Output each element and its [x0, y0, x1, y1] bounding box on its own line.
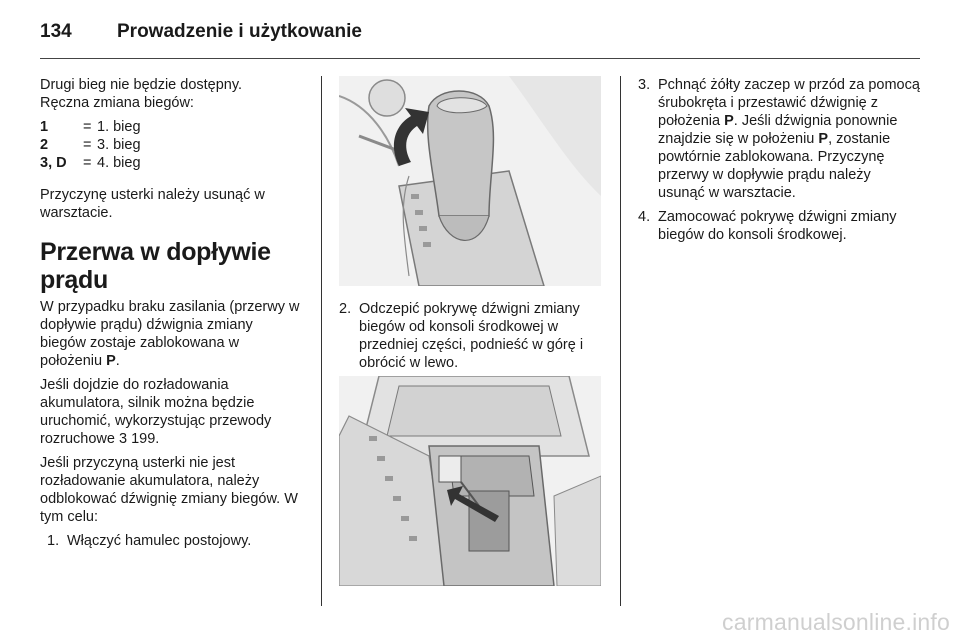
column-left: [40, 76, 302, 550]
step-number: 3.: [638, 77, 651, 93]
gear-lever-cover-illustration: [339, 76, 601, 286]
gear-row: [40, 154, 302, 172]
list-item-step-1: [40, 532, 302, 550]
gear-key: 3, D: [40, 155, 67, 171]
paragraph-text: W przypadku braku zasilania (przerwy w dopływie prądu) dźwignia zmiany biegów zostaje zablokowana w położeniu: [40, 299, 300, 369]
illustration-release-latch: [339, 376, 601, 586]
position-p-label: P: [106, 353, 116, 369]
shift-gate-illustration: [339, 376, 601, 586]
text-fault-repair: Przyczynę usterki należy usunąć w warsztacie.: [40, 187, 265, 221]
paragraph-text: .: [115, 353, 120, 369]
position-p-label: P: [818, 131, 829, 147]
position-p-label: P: [724, 113, 734, 129]
page-reference-arrow-icon: 3: [118, 431, 128, 447]
text-manual-shift: Ręczna zmiana biegów:: [40, 95, 194, 111]
page-reference[interactable]: 199.: [127, 431, 160, 447]
paragraph-text: Jeśli dojdzie do rozładowania akumulatora, silnik można będzie uruchomić, wykorzystując przewody rozruchowe: [40, 377, 272, 447]
gear-equals: =: [83, 119, 92, 135]
chapter-title: Prowadzenie i użytkowanie: [117, 21, 362, 42]
paragraph-unlock: Jeśli przyczyną usterki nie jest rozładowanie akumulatora, należy odblokować dźwignię zmiany biegów. W tym celu:: [40, 455, 298, 525]
gear-value: 4. bieg: [97, 155, 141, 171]
paragraph-battery: [40, 376, 302, 448]
gear-table: [40, 118, 302, 172]
step-text: [658, 76, 920, 202]
step-text-part: Pchnąć żółty zaczep w przód za pomocą śrubokręta i przestawić dźwignię z położenia: [658, 77, 920, 129]
step-number: 4.: [638, 209, 651, 225]
gear-key: 2: [40, 137, 49, 153]
step-text: Włączyć hamulec postojowy.: [67, 533, 252, 549]
gear-value: 3. bieg: [97, 137, 141, 153]
header-divider: [40, 58, 920, 59]
step-text-part: , zostanie powtórnie zablokowana. Przyczynę przerwy w dopływie prądu należy usunąć w warsztacie.: [658, 131, 891, 201]
page-number: 134: [40, 21, 72, 42]
paragraph-power-loss: [40, 298, 302, 370]
column-middle-text: [339, 300, 609, 372]
step-text: Zamocować pokrywę dźwigni zmiany biegów do konsoli środkowej.: [658, 209, 897, 243]
gear-row: [40, 136, 302, 154]
watermark: carmanualsonline.info: [722, 609, 950, 635]
text-second-gear: Drugi bieg nie będzie dostępny.: [40, 77, 243, 93]
gear-equals: =: [83, 137, 92, 153]
gear-key: 1: [40, 119, 49, 135]
step-number: 1.: [47, 533, 60, 549]
step-text-part: . Jeśli dźwignia ponownie znajdzie się w położeniu: [658, 113, 898, 147]
step-text: Odczepić pokrywę dźwigni zmiany biegów od konsoli środkowej w przedniej części, podnieść w górę i obrócić w lewo.: [359, 301, 584, 371]
column-right: [638, 76, 920, 244]
column-divider-left: [321, 76, 322, 606]
list-item-step-3: [638, 76, 920, 202]
gear-row: [40, 118, 302, 136]
gear-value: 1. bieg: [97, 119, 141, 135]
gear-equals: =: [83, 155, 92, 171]
step-number: 2.: [339, 301, 352, 317]
illustration-lever-lift: [339, 76, 601, 286]
list-item-step-4: [638, 208, 920, 244]
section-title: Przerwa w dopływie prądu: [40, 238, 271, 294]
list-item-step-2: [339, 300, 609, 372]
column-divider-right: [620, 76, 621, 606]
page-header: [40, 14, 920, 50]
